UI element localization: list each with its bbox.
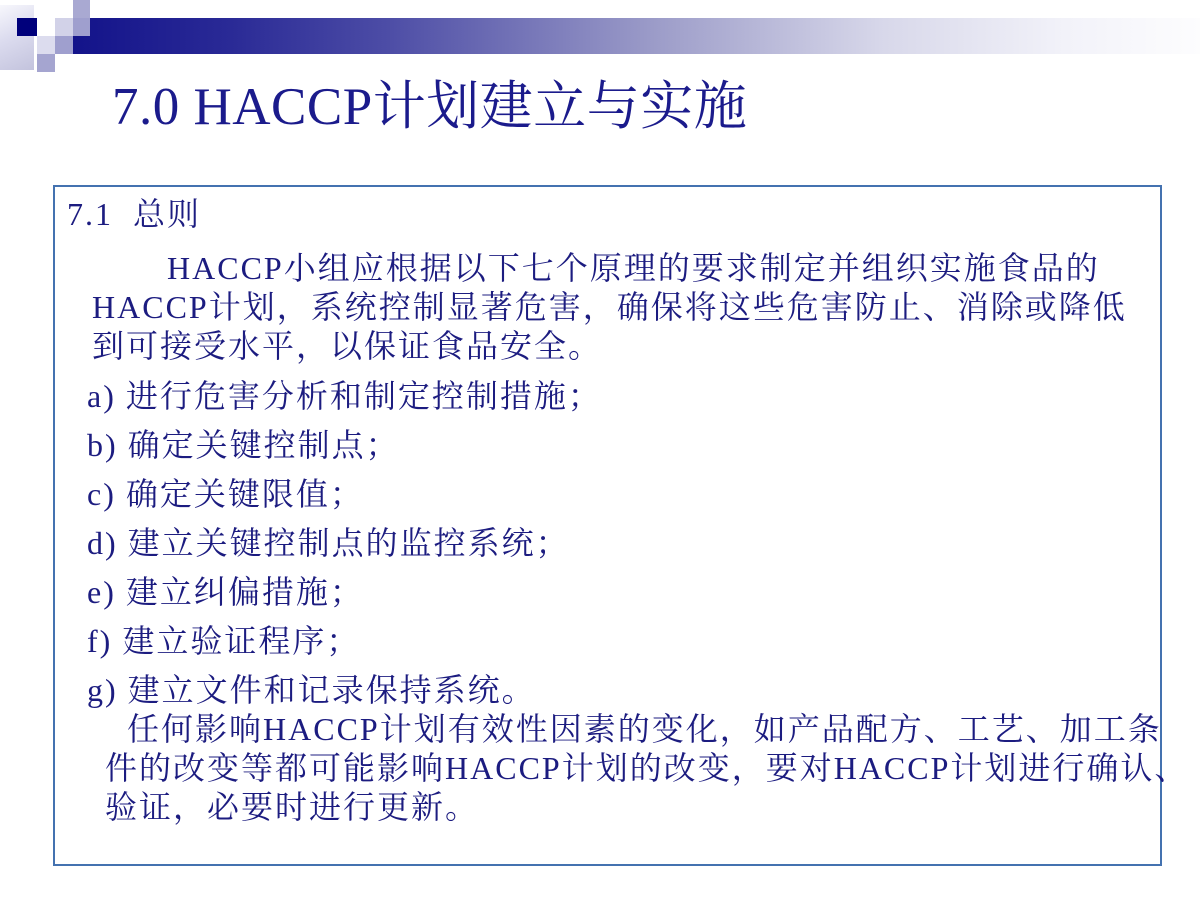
paragraph-1-line-1: HACCP小组应根据以下七个原理的要求制定并组织实施食品的 xyxy=(167,250,1100,286)
principle-item-e: e) 建立纠偏措施； xyxy=(87,574,364,610)
deco-square-periwinkle-top xyxy=(73,0,90,18)
principle-item-f: f) 建立验证程序； xyxy=(87,623,361,659)
header-gradient-bar xyxy=(73,18,1200,54)
deco-square-navy xyxy=(17,18,37,36)
deco-square-lavender-1 xyxy=(55,18,73,36)
principle-item-b: b) 确定关键控制点； xyxy=(87,427,400,463)
paragraph-1-line-3: 到可接受水平，以保证食品安全。 xyxy=(92,328,603,364)
deco-square-periwinkle-2 xyxy=(55,36,73,54)
principle-item-g: g) 建立文件和记录保持系统。 xyxy=(87,672,536,708)
deco-square-periwinkle-1 xyxy=(73,18,90,36)
principle-item-c: c) 确定关键限值； xyxy=(87,476,364,512)
paragraph-2-line-2: 件的改变等都可能影响HACCP计划的改变，要对HACCP计划进行确认、 xyxy=(105,750,1189,786)
corner-gradient-strip xyxy=(0,5,34,70)
section-heading: 7.1 总则 xyxy=(67,196,202,232)
paragraph-1-line-2: HACCP计划，系统控制显著危害，确保将这些危害防止、消除或降低 xyxy=(92,289,1127,325)
deco-square-periwinkle-3 xyxy=(37,54,55,72)
paragraph-2-line-1: 任何影响HACCP计划有效性因素的变化，如产品配方、工艺、加工条 xyxy=(127,711,1162,747)
principle-item-d: d) 建立关键控制点的监控系统； xyxy=(87,525,570,561)
content-box xyxy=(53,185,1189,866)
principle-item-a: a) 进行危害分析和制定控制措施； xyxy=(87,378,602,414)
slide-title: 7.0 HACCP计划建立与实施 xyxy=(112,78,748,136)
paragraph-2-line-3: 验证，必要时进行更新。 xyxy=(105,789,480,825)
deco-square-lavender-2 xyxy=(37,36,55,54)
